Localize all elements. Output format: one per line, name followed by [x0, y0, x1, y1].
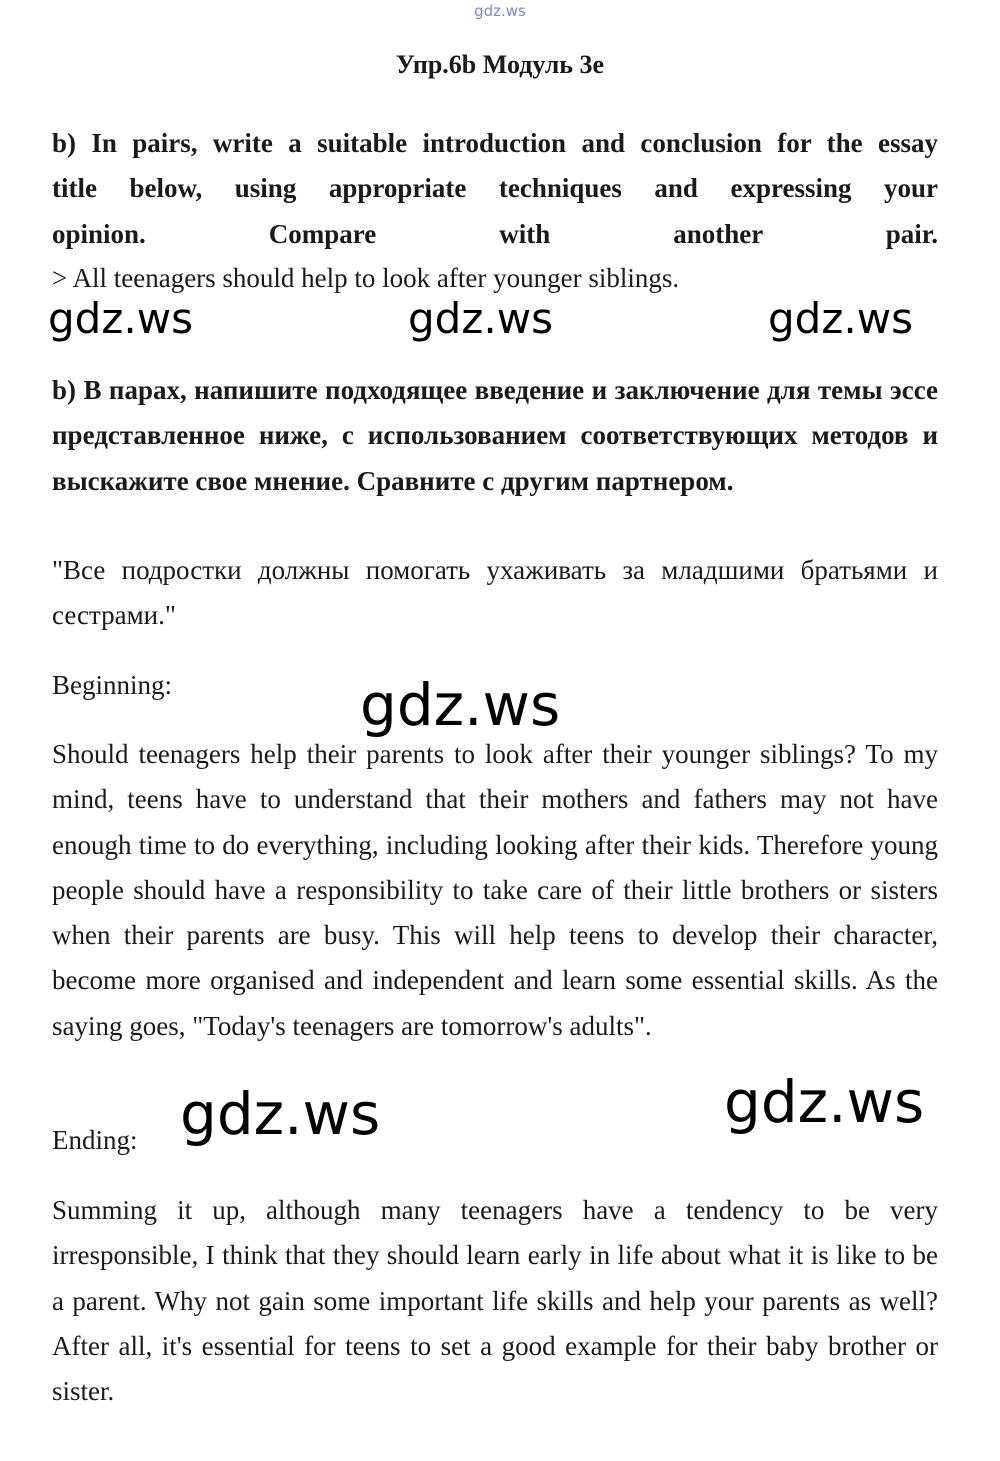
- english-topic: > All teenagers should help to look after younger siblings.: [52, 263, 680, 293]
- beginning-label: Beginning:: [52, 670, 172, 700]
- page-title: Упр.6b Модуль 3e: [395, 50, 605, 79]
- watermark-5: gdz.ws: [180, 1080, 381, 1148]
- english-task: [52, 121, 938, 257]
- watermark-3: gdz.ws: [768, 294, 913, 343]
- watermark-4: gdz.ws: [360, 671, 561, 739]
- russian-task: b) В парах, напишите подходящее введение и заключение для темы эссе представленное ниже, с использованием соответствующих методов и выскажите свое мнение. Сравните с другим партнером.: [52, 375, 938, 496]
- ending-label: Ending:: [52, 1125, 138, 1155]
- top-watermark: gdz.ws: [474, 2, 526, 20]
- russian-topic: "Все подростки должны помогать ухаживать за младшими братьями и сестрами.": [52, 555, 938, 631]
- watermark-1: gdz.ws: [48, 294, 193, 343]
- ending-text: Summing it up, although many teenagers have a tendency to be very irresponsible, I think that they should learn early in life about what it is like to be a parent. Why not gain some important life skills and help your parents as well? After all, it's essential for teens to set a good example for their baby brother or sister.: [52, 1195, 938, 1407]
- english-task-line-2: title below, using appropriate techniques and expressing your: [52, 173, 938, 204]
- english-task-line-1: b) In pairs, write a suitable introduction and conclusion for the essay: [52, 128, 938, 158]
- beginning-text: Should teenagers help their parents to look after their younger siblings? To my mind, teens have to understand that their mothers and fathers may not have enough time to do everything, including looking after their kids. Therefore young people should have a responsibility to take care of their little brothers or sisters when their parents are busy. This will help teens to develop their character, become more organised and independent and learn some essential skills. As the saying goes, "Today's teenagers are tomorrow's adults".: [52, 739, 938, 1041]
- english-task-line-3: opinion. Compare with another pair.: [52, 218, 938, 249]
- watermark-2: gdz.ws: [408, 294, 553, 343]
- watermark-6: gdz.ws: [724, 1068, 925, 1136]
